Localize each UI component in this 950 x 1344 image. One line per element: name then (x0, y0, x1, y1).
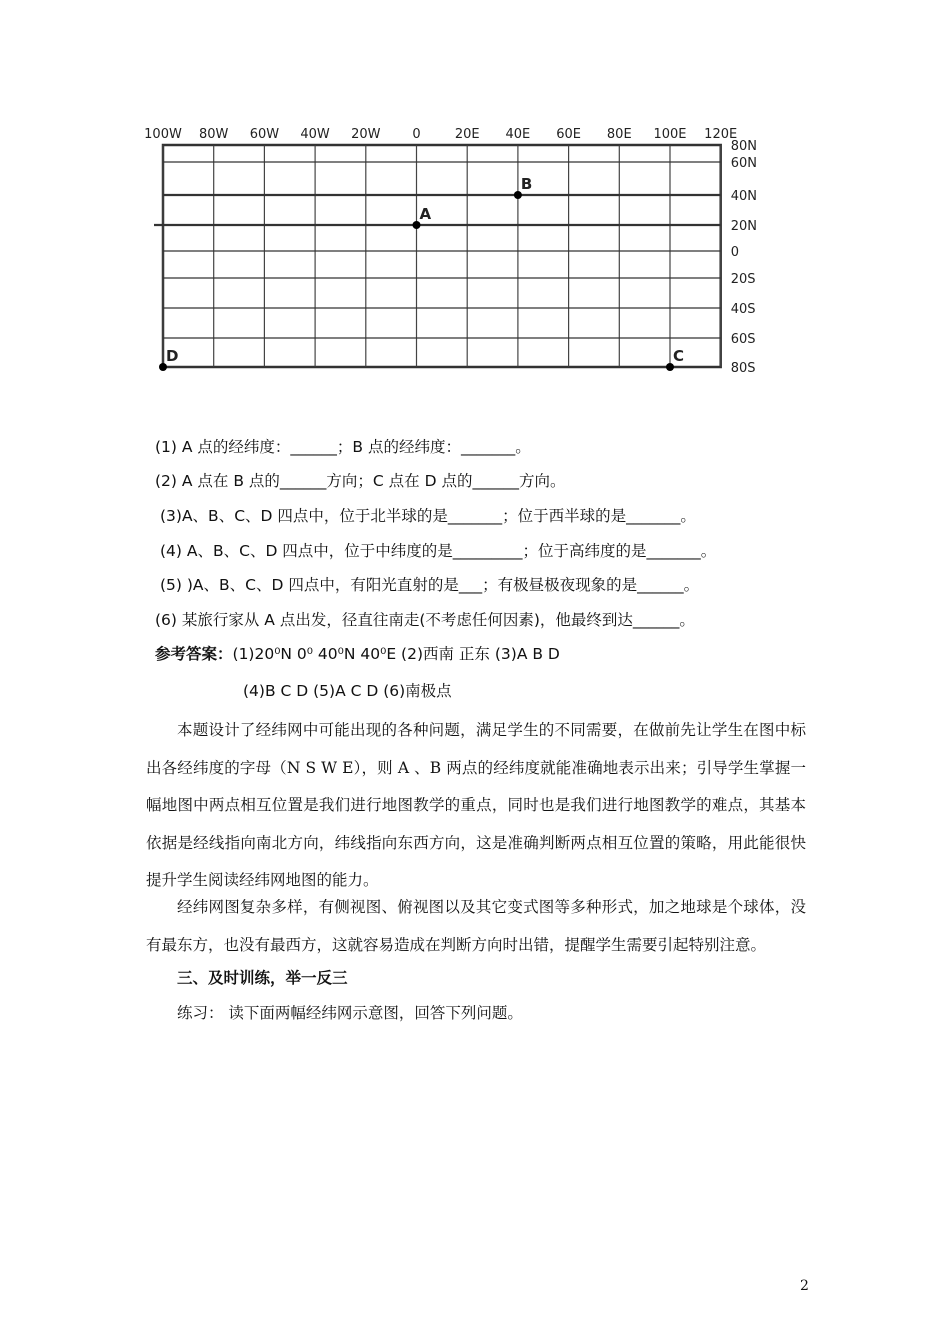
latitude-label: 80S (730, 361, 756, 376)
section-heading: 三、及时训练，举一反三 (177, 969, 348, 987)
point-d-label: D (166, 347, 179, 365)
grid-frame (163, 145, 721, 367)
latitude-label: 40S (730, 302, 756, 317)
question-2: (2) A 点在 B 点的______方向；C 点在 D 点的______方向。 (155, 472, 566, 490)
exercise-instruction: 练习： 读下面两幅经纬网示意图，回答下列问题。 (177, 1004, 523, 1022)
latitude-label: 80N (730, 139, 757, 154)
longitude-label: 40E (505, 127, 531, 142)
question-5: (5) )A、B、C、D 四点中，有阳光直射的是___；有极昼极夜现象的是______。 (160, 576, 700, 594)
longitude-label: 20W (351, 127, 381, 142)
latitude-label: 20N (730, 219, 757, 234)
lat-lon-grid-figure (140, 118, 800, 380)
answer-line-1: (1)20⁰N 0⁰ 40⁰N 40⁰E (2)西南 正东 (3)A B D (232, 645, 560, 663)
explanation-paragraph-2: 经纬网图复杂多样，有侧视图、俯视图以及其它变式图等多种形式，加之地球是个球体，没有最东方，也没有最西方，这就容易造成在判断方向时出错，提醒学生需要引起特别注意。 (146, 898, 806, 954)
longitude-label: 60E (556, 127, 581, 142)
longitude-label: 20E (454, 127, 480, 142)
question-4: (4) A、B、C、D 四点中，位于中纬度的是_________；位于高纬度的是_______。 (160, 542, 717, 560)
answer-label (155, 644, 560, 664)
latitude-label: 60S (730, 332, 756, 347)
answer-label-text: 参考答案： (155, 645, 233, 663)
point-b-label: B (520, 175, 533, 193)
question-6: (6) 某旅行家从 A 点出发，径直往南走(不考虑任何因素)，他最终到达______。 (155, 611, 695, 629)
longitude-label: 0 (412, 127, 421, 142)
latitude-label: 60N (730, 156, 757, 171)
answer-line-2: (4)B C D (5)A C D (6)南极点 (243, 682, 452, 700)
longitude-label: 80E (606, 127, 632, 142)
longitude-label: 40W (300, 127, 330, 142)
longitude-label: 60W (249, 127, 280, 142)
longitude-label: 80W (198, 127, 229, 142)
latitude-label: 40N (730, 189, 757, 204)
longitude-label: 100W (144, 127, 182, 142)
page-number: 2 (800, 1278, 809, 1294)
question-3: (3)A、B、C、D 四点中，位于北半球的是_______；位于西半球的是_______。 (160, 507, 696, 525)
longitude-label: 120E (704, 127, 738, 142)
latitude-label: 0 (730, 245, 739, 260)
latitude-label: 20S (730, 272, 756, 287)
question-1: (1) A 点的经纬度：______；B 点的经纬度：_______。 (155, 438, 531, 456)
point-a-label: A (419, 205, 432, 223)
explanation-paragraph-1: 本题设计了经纬网中可能出现的各种问题，满足学生的不同需要，在做前先让学生在图中标出各经纬度的字母（N S W E），则 A 、B 两点的经纬度就能准确地表示出来；引导学生掌握一幅地图中两点相互位置是我们进行地图教学的重点，同时也是我们进行地图教学的难点，其基本依据是经线指向南北方向，纬线指向东西方向，这是准确判断两点相互位置的策略，用此能很快提升学生阅读经纬网地图的能力。 (146, 721, 806, 889)
longitude-label: 100E (653, 127, 687, 142)
point-c-label: C (673, 347, 685, 365)
